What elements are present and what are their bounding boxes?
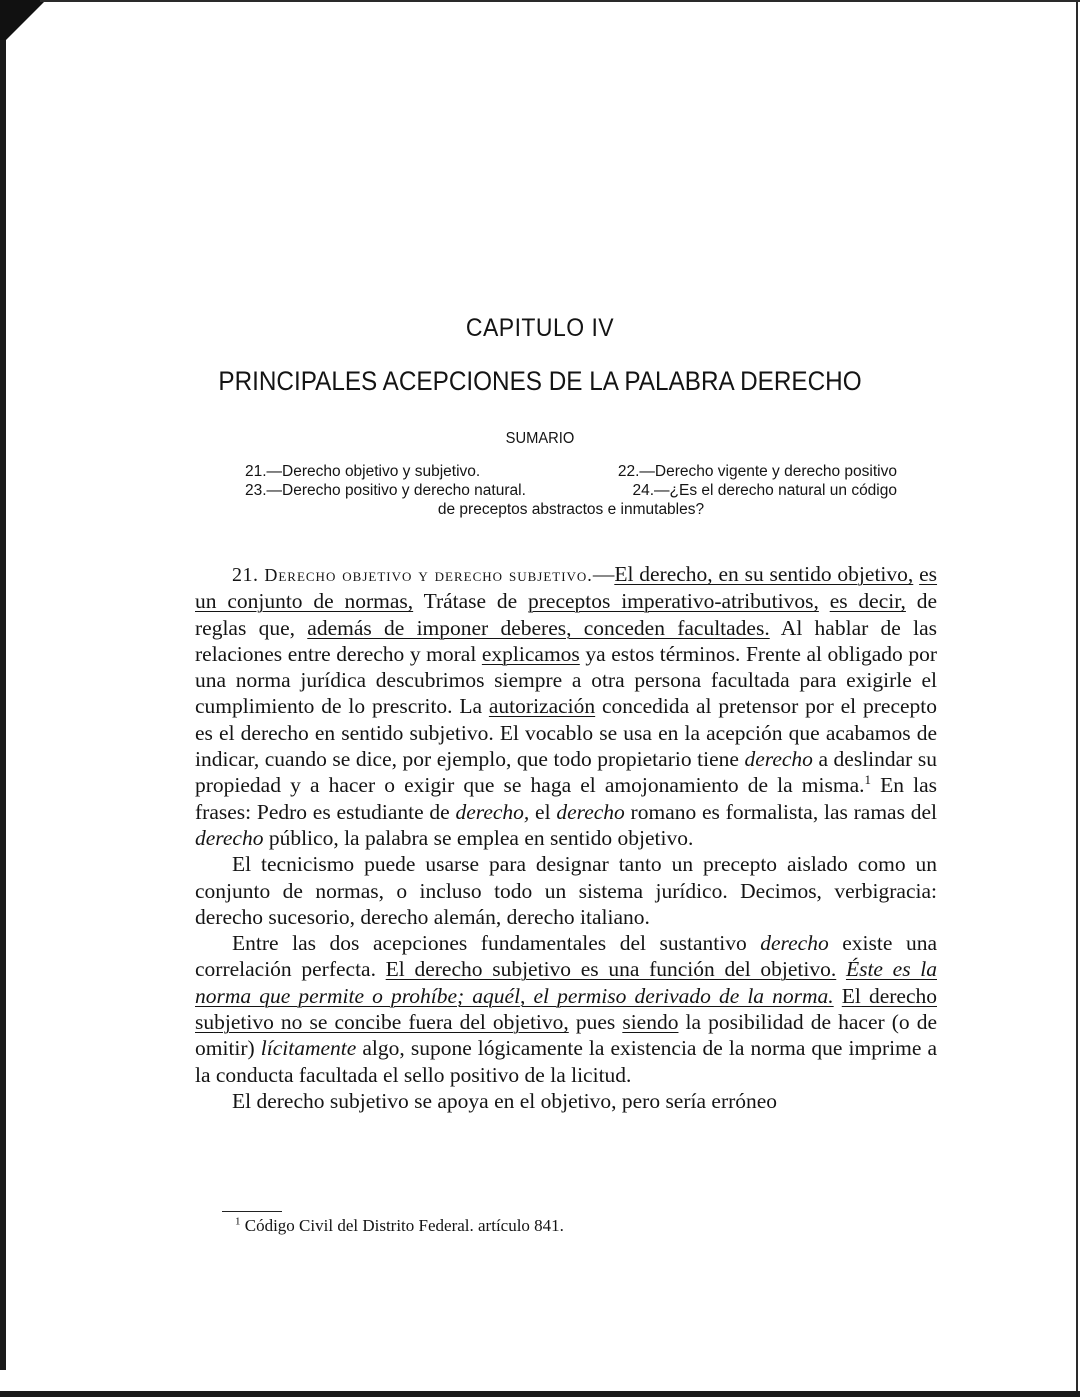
sumario-label: SUMARIO (505, 430, 575, 447)
paragraph-2: El tecnicismo puede usarse para designar tanto un precepto aislado como un conjunto de normas, o incluso todo un sistema jurídico. Decimos, verbigracia: derecho sucesorio, derecho alemán, derecho italiano. (195, 852, 937, 929)
footnote-divider (222, 1211, 282, 1212)
scan-edge-bottom (0, 1391, 1080, 1397)
section-heading: Derecho objetivo y derecho subjetivo. (264, 565, 593, 585)
scan-edge-top (40, 0, 1080, 2)
chapter-number: CAPITULO IV (465, 314, 615, 342)
footnote-marker: 1 (235, 1215, 241, 1228)
scan-edge-right (1076, 0, 1078, 1397)
chapter-title: PRINCIPALES ACEPCIONES DE LA PALABRA DERECHO (218, 366, 862, 396)
sumario-list (245, 462, 897, 519)
section-number: 21. (232, 564, 259, 586)
sumario-entry-22: 22.—Derecho vigente y derecho positivo (617, 463, 897, 480)
sumario-line (245, 481, 897, 500)
paragraph-3: Entre las dos acepciones fundamentales del sustantivo derecho existe una correlación perfecta. El derecho subjetivo es una función del objetivo. Éste es la norma que permite o prohíbe; aquél, el permiso derivado de la norma. El derecho subjetivo no se concibe fuera del objetivo, pues siendo la posibilidad de hacer (o de omitir) lícitamente algo, supone lógicamente la existencia de la norma que imprime a la conducta facultada el sello positivo de la licitud. (195, 931, 937, 1087)
sumario-entry-21: 21.—Derecho objetivo y subjetivo. (245, 463, 481, 480)
sumario-entry-24: 24.—¿Es el derecho natural un código (632, 482, 897, 499)
sumario-entry-23: 23.—Derecho positivo y derecho natural. (245, 482, 526, 499)
scan-corner-artifact (0, 0, 46, 46)
paragraph-1: 21. Derecho objetivo y derecho subjetivo.—El derecho, en su sentido objetivo, es un conjunto de normas, Trátase de preceptos imperativo-atributivos, es decir, de reglas que, además de imponer deberes, conceden facultades. Al hablar de las relaciones entre derecho y moral explicamos ya estos términos. Frente al obligado por una norma jurídica descubrimos siempre a otra persona facultada para exigirle el cumplimiento de lo prescrito. La autorización concedida al pretensor por el precepto es el derecho en sentido subjetivo. El vocablo se usa en la acepción que acabamos de indicar, cuando se dice, por ejemplo, que todo propietario tiene derecho a deslindar su propiedad y a hacer o exigir que se haga el amojonamiento de la misma.$^1$ En las frases: Pedro es estudiante de derecho, el derecho romano es formalista, las ramas del derecho público, la palabra se emplea en sentido objetivo. (195, 562, 938, 850)
paragraph-4: El derecho subjetivo se apoya en el objetivo, pero sería erróneo (232, 1088, 778, 1113)
footnote-ref: 1 (864, 772, 871, 788)
sumario-entry-24-continued: de preceptos abstractos e inmutables? (437, 501, 705, 518)
footnote (235, 1216, 564, 1236)
sumario-line (245, 462, 897, 481)
section-body (195, 561, 937, 1114)
scan-edge-left (0, 40, 6, 1370)
footnote-text: Código Civil del Distrito Federal. artículo 841. (244, 1216, 564, 1235)
sumario-line (245, 500, 897, 519)
